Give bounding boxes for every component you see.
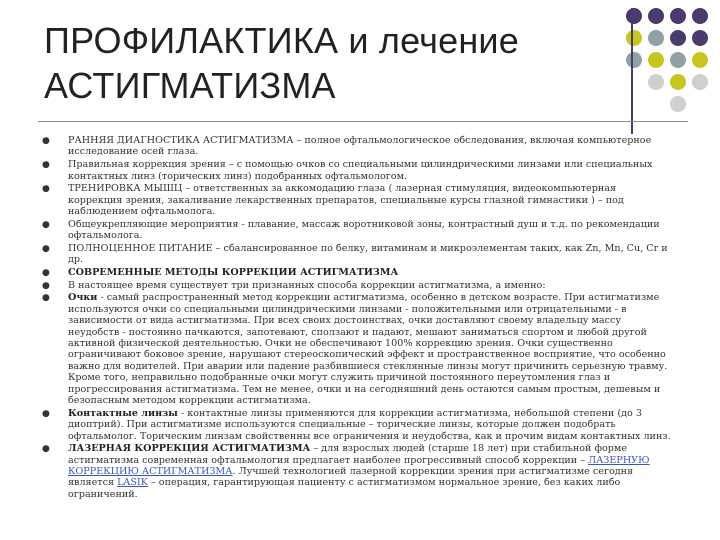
list-item-line: зависимости от вида астигматизма. При всех своих достоинствах, очки доставляют своему владельцу массу [68,315,622,327]
bullet-icon: ● [42,267,50,278]
list-item-line: ограничений. [68,488,138,500]
list-item-line: исследование осей глаза. [68,146,199,158]
list-item-line: Правильная коррекция зрения – с помощью очков со специальными цилиндрическими линзами или специальных [68,159,653,171]
section-heading: СОВРЕМЕННЫЕ МЕТОДЫ КОРРЕКЦИИ АСТИГМАТИЗМА [68,266,399,278]
list-item-line: КОРРЕКЦИЮ АСТИГМАТИЗМА. Лучшей технологией лазерной коррекции зрения при астигматизме сегодня [68,466,634,478]
decor-dot [626,30,642,46]
decor-dot [670,8,686,24]
decor-dot [626,8,642,24]
lasik-link[interactable]: LASIK [117,477,148,489]
list-item-line: прогрессирования астигматизма. Тем не менее, очки и на сегодняшний день остаются самым простым, дешевым и [68,383,661,395]
decor-dot [648,8,664,24]
list-item-line: является LASIK – операция, гарантирующая пациенту с астигматизмом нормальное зрение, без каких либо [68,477,621,489]
list-item-line: важно для водителей. При аварии или падение разбившиеся стеклянные линзы могут причинить серьезную травму. [68,360,668,372]
list-item-line: ТРЕНИРОВКА МЫШЦ – ответственных за аккомодацию глаза ( лазерная стимуляция, видеокомпьютерная [68,183,617,195]
list-item-line: безопасным методом коррекции астигматизма. [68,395,311,407]
list-item-line: Очки - самый распространенный метод коррекции астигматизма, особенно в детском возрасте. При астигматизме [68,292,660,304]
list-item [40,135,690,158]
bullet-icon: ● [42,219,50,230]
list-item-line: др. [68,254,84,266]
list-item-line: Контактные линзы - контактные линзы применяются для коррекции астигматизма, небольшой степени (до 3 [68,407,642,419]
list-item [40,219,690,242]
decor-dot [648,30,664,46]
decor-dot [626,74,642,90]
decor-dot [692,30,708,46]
list-item-line: используются очки со специальными цилиндрическими линзами - положительными или отрицательными - в [68,303,627,315]
decor-dot [692,96,708,112]
list-item-line: Кроме того, неправильно подобранные очки могут служить причиной постоянного переутомления глаз и [68,372,611,384]
list-item-line: ПОЛНОЦЕННОЕ ПИТАНИЕ – сбалансированное по белку, витаминам и микроэлементам таких, как Zn, Mn, Cu, Cr и [68,242,668,254]
list-item [40,183,690,217]
list-item [40,443,690,500]
list-item-line: контактных линз (торических линз) подобранных офтальмологом. [68,170,408,182]
horizontal-divider [38,121,688,122]
list-item-line: активной физической деятельностью. Очки не обеспечивают 100% коррекцию зрения. Очки существенно [68,337,613,349]
list-item-line: наблюдением офтальмолога. [68,206,216,218]
list-item-line: диоптрий). При астигматизме используются специальные – торические линзы, которые должен подобрать [68,419,616,431]
slide-title-line-2: АСТИГМАТИЗМА [44,65,336,106]
list-item-line: офтальмолог. Торическим линзам свойственны все ограничения и неудобства, как и прочим видам контактных линз. [68,430,671,442]
list-item-line: РАННЯЯ ДИАГНОСТИКА АСТИГМАТИЗМА – полное офтальмологическое обследования, включая компьютерное [68,135,652,146]
list-item-line: неудобств - постоянно пачкаются, запотевают, сползают и падают, мешают заниматься спортом и любой другой [68,326,647,338]
term-glasses: Очки [68,292,98,304]
bullet-icon: ● [42,160,50,171]
decor-dot [692,8,708,24]
decor-dot [648,74,664,90]
list-item [40,292,690,406]
list-item [40,408,690,442]
term-contact-lenses: Контактные линзы [68,407,178,419]
list-item-line: ЛАЗЕРНАЯ КОРРЕКЦИЯ АСТИГМАТИЗМА – для взрослых людей (старше 18 лет) при стабильной форме [68,443,628,455]
bullet-icon: ● [42,280,50,291]
dots-decoration [624,6,710,114]
laser-correction-link-cont[interactable]: КОРРЕКЦИЮ АСТИГМАТИЗМА [68,466,233,478]
decor-dot [626,52,642,68]
list-item [40,159,690,182]
decor-dot [648,96,664,112]
decor-dot [670,96,686,112]
vertical-divider [631,8,633,134]
list-item [40,243,690,266]
slide-title [44,18,624,108]
bullet-icon: ● [42,293,50,304]
list-item-line: коррекция зрения, закаливание лекарственных препаратов, специальные курсы глазной гимнастики ) – под [68,194,624,206]
bullet-icon: ● [42,243,50,254]
decor-dot [692,52,708,68]
bullet-icon: ● [42,408,50,419]
decor-dot [670,30,686,46]
decor-dot [692,74,708,90]
slide-title-line-1: ПРОФИЛАКТИКА и лечение [44,20,519,61]
decor-dot [670,74,686,90]
bullet-icon: ● [42,184,50,195]
decor-dot [670,52,686,68]
bullet-list [40,135,690,500]
decor-dot [648,52,664,68]
decor-dot [626,96,642,112]
list-item [40,267,690,278]
list-item-line: ограничивают боковое зрение, нарушают стереоскопический эффект и пространственное восприятие, что особенно [68,349,666,361]
list-item [40,280,690,291]
list-item-line: Общеукрепляющие мероприятия - плавание, массаж воротниковой зоны, контрастный душ и т.д. по рекомендации [68,218,660,230]
list-item-line: астигматизма современная офтальмология предлагает наиболее прогрессивный способ коррекции – ЛАЗЕРНУЮ [68,454,650,466]
list-item-line: офтальмолога. [68,230,143,242]
list-item-line: В настоящее время существует три признанных способа коррекции астигматизма, а именно: [68,279,546,291]
term-laser-correction: ЛАЗЕРНАЯ КОРРЕКЦИЯ АСТИГМАТИЗМА [68,443,311,455]
bullet-icon: ● [42,136,50,146]
laser-correction-link[interactable]: ЛАЗЕРНУЮ [588,454,650,466]
bullet-icon: ● [42,444,50,455]
